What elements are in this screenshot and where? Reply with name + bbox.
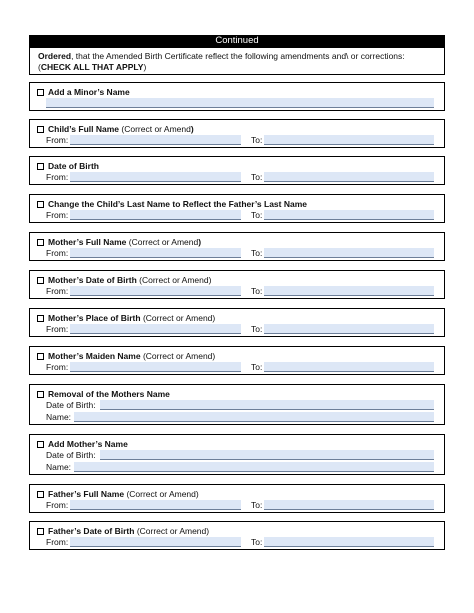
close-paren: ): [206, 526, 210, 536]
checkbox-add-mothers-name[interactable]: [37, 441, 44, 448]
section-title-text: Add Mother’s Name: [48, 439, 128, 449]
mother-pob-from-field[interactable]: [70, 324, 241, 334]
change-last-name-to-field[interactable]: [264, 210, 434, 220]
name-label: Name:: [46, 462, 72, 472]
section-title: [37, 389, 170, 399]
add-mother-name-field[interactable]: [74, 462, 434, 472]
section-title-text: Father’s Date of Birth: [48, 526, 135, 536]
section-title-text: Add a Minor’s Name: [48, 87, 130, 97]
from-label: From:: [46, 210, 69, 220]
date-of-birth-label: Date of Birth:: [46, 450, 96, 460]
mother-dob-to-field[interactable]: [264, 286, 434, 296]
child-full-name-from-field[interactable]: [70, 135, 241, 145]
to-label: To:: [251, 210, 263, 220]
section-child-full-name: [29, 119, 445, 148]
section-mother-date-of-birth: [29, 270, 445, 299]
from-label: From:: [46, 500, 69, 510]
mother-full-name-from-field[interactable]: [70, 248, 241, 258]
section-add-mothers-name: [29, 434, 445, 475]
correct-or-amend-note: (Correct or Amend: [128, 237, 199, 247]
correct-or-amend-note: (Correct or Amend: [142, 313, 213, 323]
correct-or-amend-note: (Correct or Amend: [142, 351, 213, 361]
to-label: To:: [251, 324, 263, 334]
checkbox-removal-mothers-name[interactable]: [37, 391, 44, 398]
from-label: From:: [46, 248, 69, 258]
section-father-full-name: [29, 484, 445, 513]
section-title: [37, 199, 307, 209]
checkbox-child-full-name[interactable]: [37, 126, 44, 133]
father-dob-from-field[interactable]: [70, 537, 241, 547]
minor-name-field[interactable]: [46, 98, 434, 108]
section-title: [37, 439, 128, 449]
to-label: To:: [251, 172, 263, 182]
paren-open: (: [38, 62, 41, 72]
checkbox-mother-place-of-birth[interactable]: [37, 315, 44, 322]
father-full-name-from-field[interactable]: [70, 500, 241, 510]
check-all-instruction: CHECK ALL THAT APPLY: [40, 62, 144, 72]
to-label: To:: [251, 286, 263, 296]
checkbox-father-full-name[interactable]: [37, 491, 44, 498]
checkbox-add-minor-name[interactable]: [37, 89, 44, 96]
correct-or-amend-note: (Correct or Amend: [121, 124, 191, 134]
checkbox-change-last-name[interactable]: [37, 201, 44, 208]
from-label: From:: [46, 172, 69, 182]
section-title: [37, 275, 211, 285]
close-paren: ): [198, 237, 202, 247]
section-title-text: Mother’s Full Name: [48, 237, 127, 247]
section-mother-maiden-name: [29, 346, 445, 375]
close-paren: ): [212, 313, 216, 323]
section-title: [37, 313, 215, 323]
section-title-text: Child’s Full Name: [48, 124, 120, 134]
removal-name-field[interactable]: [74, 412, 434, 422]
to-label: To:: [251, 248, 263, 258]
checkbox-mother-full-name[interactable]: [37, 239, 44, 246]
mother-pob-to-field[interactable]: [264, 324, 434, 334]
order-sentence: , that the Amended Birth Certificate reflect the following amendments and\ or corrections:: [71, 51, 405, 61]
date-of-birth-to-field[interactable]: [264, 172, 434, 182]
continued-header: Continued: [29, 35, 445, 47]
section-title: [37, 237, 201, 247]
add-mother-dob-field[interactable]: [100, 450, 434, 460]
child-full-name-to-field[interactable]: [264, 135, 434, 145]
section-title-text: Mother’s Date of Birth: [48, 275, 137, 285]
from-label: From:: [46, 286, 69, 296]
section-father-date-of-birth: [29, 521, 445, 550]
section-title-text: Removal of the Mothers Name: [48, 389, 170, 399]
checkbox-date-of-birth[interactable]: [37, 163, 44, 170]
section-mother-full-name: [29, 232, 445, 261]
checkbox-father-date-of-birth[interactable]: [37, 528, 44, 535]
section-date-of-birth: [29, 156, 445, 185]
change-last-name-from-field[interactable]: [70, 210, 241, 220]
date-of-birth-label: Date of Birth:: [46, 400, 96, 410]
section-title: [37, 87, 130, 97]
to-label: To:: [251, 500, 263, 510]
section-add-minor-name: [29, 82, 445, 111]
checkbox-mother-date-of-birth[interactable]: [37, 277, 44, 284]
close-paren: ): [195, 489, 199, 499]
checkbox-mother-maiden-name[interactable]: [37, 353, 44, 360]
section-title-text: Date of Birth: [48, 161, 99, 171]
correct-or-amend-note: (Correct or Amend: [139, 275, 209, 285]
section-title-text: Father’s Full Name: [48, 489, 125, 499]
from-label: From:: [46, 537, 69, 547]
ordered-word: Ordered: [38, 51, 72, 61]
order-statement: [29, 47, 445, 75]
date-of-birth-from-field[interactable]: [70, 172, 241, 182]
section-change-last-name: [29, 194, 445, 223]
section-title-text: Mother’s Place of Birth: [48, 313, 141, 323]
mother-maiden-from-field[interactable]: [70, 362, 241, 372]
section-title: [37, 161, 99, 171]
close-paren: ): [190, 124, 194, 134]
paren-close: ): [143, 62, 147, 72]
name-label: Name:: [46, 412, 72, 422]
to-label: To:: [251, 537, 263, 547]
close-paren: ): [208, 275, 212, 285]
section-title-text: Mother’s Maiden Name: [48, 351, 141, 361]
to-label: To:: [251, 135, 263, 145]
mother-maiden-to-field[interactable]: [264, 362, 434, 372]
removal-dob-field[interactable]: [100, 400, 434, 410]
close-paren: ): [212, 351, 216, 361]
section-title-text: Change the Child’s Last Name to Reflect the Father’s Last Name: [48, 199, 307, 209]
correct-or-amend-note: (Correct or Amend: [126, 489, 196, 499]
from-label: From:: [46, 135, 69, 145]
to-label: To:: [251, 362, 263, 372]
mother-full-name-to-field[interactable]: [264, 248, 434, 258]
father-full-name-to-field[interactable]: [264, 500, 434, 510]
from-label: From:: [46, 324, 69, 334]
section-title: [37, 124, 194, 134]
section-title: [37, 351, 215, 361]
from-label: From:: [46, 362, 69, 372]
father-dob-to-field[interactable]: [264, 537, 434, 547]
section-title: [37, 489, 199, 499]
correct-or-amend-note: (Correct or Amend: [136, 526, 207, 536]
section-title: [37, 526, 209, 536]
section-removal-mothers-name: [29, 384, 445, 425]
mother-dob-from-field[interactable]: [70, 286, 241, 296]
section-mother-place-of-birth: [29, 308, 445, 337]
